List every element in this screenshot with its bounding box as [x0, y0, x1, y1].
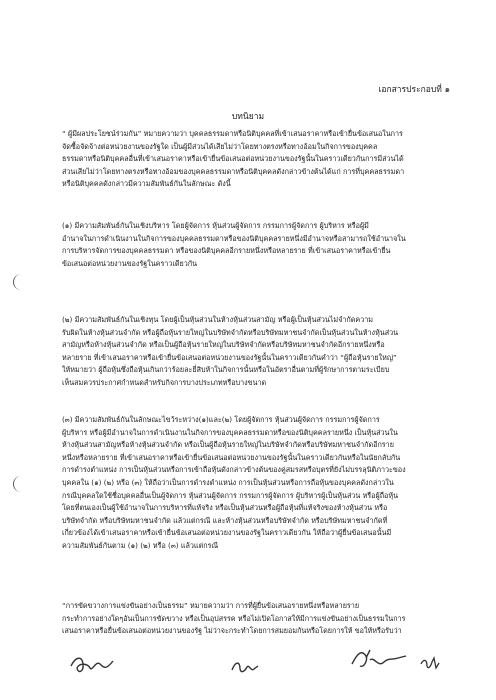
definition-obstruct-fair-competition: “การขัดขวางการแข่งขันอย่างเป็นธรรม” หมายความว่า การที่ผู้ยื่นข้อเสนอรายหนึ่งหรือหลายราย กระทำการอย่างใดๆอันเป็นการขัดขวาง หรือเป็นอุปสรรค หรือไม่เปิดโอกาสให้มีการแข่งขันอย่างเป็นธรรมในการ เสนอราคาหรือยื่นข้อเสนอต่อหน่วยงานของรัฐ ไม่ว่าจะกระทำโดยการสมยอมกันหรือโดยการให้ ขอให้หรือรับว่า — [62, 601, 406, 636]
signature-3 — [348, 646, 410, 676]
signature-4 — [418, 654, 442, 674]
binder-hole-mark — [13, 274, 24, 290]
annex-label: เอกสารประกอบที่ ๑ — [378, 85, 450, 95]
signature-row — [0, 646, 496, 686]
clause-3-cross-relation: (๓) มีความสัมพันธ์กันในลักษณะไขว้ระหว่าง(๑)และ(๒) โดยผู้จัดการ หุ้นส่วนผู้จัดการ กรรมการผู้จัดการ ผู้บริหาร หรือผู้มีอำนาจในการดำเนินงานในกิจการของบุคคลธรรมดาหรือของนิติบุคคลรายหนึ่ง เป็นหุ้นส่วนใน ห้างหุ้นส่วนสามัญหรือห้างหุ้นส่วนจำกัด หรือเป็นผู้ถือหุ้นรายใหญ่ในบริษัทจำกัดหรือบริษัทมหาชนจำกัดอีกราย หนึ่งหรือหลายราย ที่เข้าเสนอราคาหรือเข้ายื่นข้อเสนอต่อหน่วยงานของรัฐนั้นในคราวเดียวกันหรือในนัยกลับกัน การดำรงตำแหน่ง การเป็นหุ้นส่วนหรือการเข้าถือหุ้นดังกล่าวข้างต้นของคู่สมรสหรือบุตรที่ยังไม่บรรลุนิติภาวะของ บุคคลใน (๑) (๒) หรือ (๓) ให้ถือว่าเป็นการดำรงตำแหน่ง การเป็นหุ้นส่วนหรือการถือหุ้นของบุคคลดังกล่าวใน กรณีบุคคลใดใช้ชื่อบุคคลอื่นเป็นผู้จัดการ หุ้นส่วนผู้จัดการ กรรมการผู้จัดการ ผู้บริหารผู้เป็นหุ้นส่วน หรือผู้ถือหุ้น โดยที่ตนเองเป็นผู้ใช้อำนาจในการบริหารที่แท้จริง หรือเป็นหุ้นส่วนหรือผู้ถือหุ้นที่แท้จริงของห้างหุ้นส่วน หรือ บริษัทจำกัด หรือบริษัทมหาชนจำกัด แล้วแต่กรณี และห้างหุ้นส่วนหรือบริษัทจำกัด หรือบริษัทมหาชนจำกัดที่ เกี่ยวข้องได้เข้าเสนอราคาหรือเข้ายื่นข้อเสนอต่อหน่วยงานของรัฐในคราวเดียวกัน ให้ถือว่าผู้ยื่นข้อเสนอนั้นมี ความสัมพันธ์กันตาม (๑) (๒) หรือ (๓) แล้วแต่กรณี — [62, 415, 406, 550]
definition-joint-interest: “ ผู้มีผลประโยชน์ร่วมกัน” หมายความว่า บุคคลธรรมดาหรือนิติบุคคลที่เข้าเสนอราคาหรือเข้ายื่นข้อเสนอในการ จัดซื้อจัดจ้างต่อหน่วยงานของรัฐใด เป็นผู้มีส่วนได้เสียไม่ว่าโดยทางตรงหรือทางอ้อมในกิจการของบุคคล ธรรมดาหรือนิติบุคคลอื่นที่เข้าเสนอราคาหรือเข้ายื่นข้อเสนอต่อหน่วยงานของรัฐนั้นในคราวเดียวกันการมีส่วนได้ ส่วนเสียไม่ว่าโดยทางตรงหรือทางอ้อมของบุคคลธรรมดาหรือนิติบุคคลดังกล่าวข้างต้นได้แก่ การที่บุคคลธรรมดา หรือนิติบุคคลดังกล่าวมีความสัมพันธ์กันในลักษณะ ดังนี้ — [62, 129, 405, 189]
clause-1-management-relation: (๑) มีความสัมพันธ์กันในเชิงบริหาร โดยผู้จัดการ หุ้นส่วนผู้จัดการ กรรมการผู้จัดการ ผู้บริหาร หรือผู้มี อำนาจในการดำเนินงานในกิจการของบุคคลธรรมดาหรือของนิติบุคคลรายหนึ่งมีอำนาจหรือสามารถใช้อำนาจใน การบริหารจัดการของบุคคลธรรมดา หรือของนิติบุคคลอีกรายหนึ่งหรือหลายราย ที่เข้าเสนอราคาหรือเข้ายื่น ข้อเสนอต่อหน่วยงานของรัฐในคราวเดียวกัน — [62, 221, 406, 268]
clause-2-capital-relation: (๒) มีความสัมพันธ์กันในเชิงทุน โดยผู้เป็นหุ้นส่วนในห้างหุ้นส่วนสามัญ หรือผู้เป็นหุ้นส่วนไม่จำกัดความ รับผิดในห้างหุ้นส่วนจำกัด หรือผู้ถือหุ้นรายใหญ่ในบริษัทจำกัดหรือบริษัทมหาชนจำกัดเป็นหุ้นส่วนในห้างหุ้นส่วน สามัญหรือห้างหุ้นส่วนจำกัด หรือเป็นผู้ถือหุ้นรายใหญ่ในบริษัทจำกัดหรือบริษัทมหาชนจำกัดอีกรายหนึ่งหรือ หลายราย ที่เข้าเสนอราคาหรือเข้ายื่นข้อเสนอต่อหน่วยงานของรัฐนั้นในคราวเดียวกันคำว่า “ผู้ถือหุ้นรายใหญ่” ให้หมายว่า ผู้ถือหุ้นซึ่งถือหุ้นเกินกว่าร้อยละยี่สิบห้าในกิจการนั้นหรือในอัตราอื่นตามที่ผู้รักษาการตามระเบียบ เห็นสมควรประกาศกำหนดสำหรับกิจการบางประเภทหรือบางขนาด — [62, 315, 399, 387]
page-title: บทนิยาม — [231, 112, 265, 122]
signature-2 — [230, 658, 260, 676]
binder-hole-mark — [13, 476, 24, 492]
signature-1 — [68, 652, 116, 678]
